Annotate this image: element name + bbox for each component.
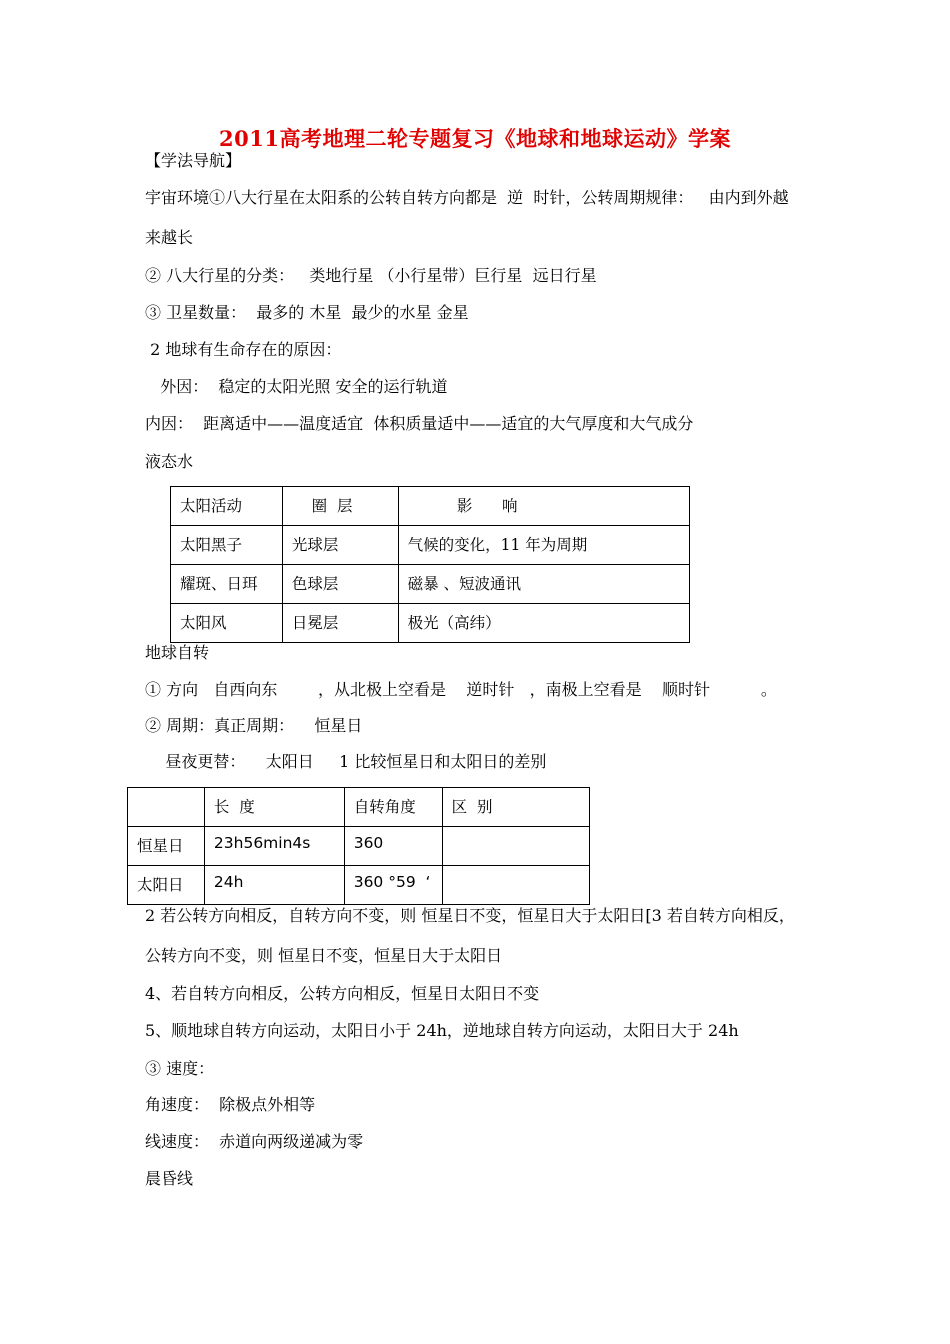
text-line: 4、若自转方向相反，公转方向相反，恒星日太阳日不变 bbox=[145, 984, 540, 1003]
text-line: 液态水 bbox=[145, 452, 194, 471]
table-row bbox=[171, 565, 690, 604]
document-title: 2011高考地理二轮专题复习《地球和地球运动》学案 bbox=[219, 126, 731, 151]
day-comparison-table bbox=[127, 787, 590, 905]
table-header-cell: 太阳活动 bbox=[171, 487, 283, 526]
table-row bbox=[171, 604, 690, 643]
table-cell: 360 °59 ‘ bbox=[344, 866, 442, 905]
table-cell: 360 bbox=[344, 827, 442, 866]
text-line: 公转方向不变，则 恒星日不变，恒星日大于太阳日 bbox=[145, 946, 503, 965]
table-cell: 色球层 bbox=[282, 565, 398, 604]
table-header-cell: 长 度 bbox=[204, 788, 344, 827]
text-line: 2 若公转方向相反，自转方向不变，则 恒星日不变，恒星日大于太阳日[3 若自转方向相反， bbox=[145, 906, 795, 925]
text-line: ② 周期：真正周期： 恒星日 bbox=[145, 716, 363, 735]
text-line: ③ 速度： bbox=[145, 1059, 215, 1078]
table-cell bbox=[442, 827, 589, 866]
text-line: 角速度： 除极点外相等 bbox=[145, 1095, 316, 1114]
table-cell: 太阳风 bbox=[171, 604, 283, 643]
table-cell bbox=[442, 866, 589, 905]
table-cell: 23h56min4s bbox=[204, 827, 344, 866]
text-line: ① 方向 自西向东 ，从北极上空看是 逆时针 ，南极上空看是 顺时针 。 bbox=[145, 680, 777, 699]
text-line: 2 地球有生命存在的原因： bbox=[145, 340, 342, 359]
text-line: 线速度： 赤道向两级递减为零 bbox=[145, 1132, 364, 1151]
table-cell: 太阳日 bbox=[128, 866, 205, 905]
table-header-cell: 圈 层 bbox=[282, 487, 398, 526]
section-label: 【学法导航】 bbox=[145, 151, 242, 170]
text-line: ③ 卫星数量： 最多的 木星 最少的水星 金星 bbox=[145, 303, 469, 322]
table-row bbox=[171, 526, 690, 565]
table-header-cell bbox=[128, 788, 205, 827]
table-cell: 日冕层 bbox=[282, 604, 398, 643]
table-cell: 磁暴 、短波通讯 bbox=[398, 565, 689, 604]
table-header-cell: 影 响 bbox=[398, 487, 689, 526]
table-header-row bbox=[171, 487, 690, 526]
table-cell: 24h bbox=[204, 866, 344, 905]
table-header-cell: 区 别 bbox=[442, 788, 589, 827]
table-cell: 极光（高纬） bbox=[398, 604, 689, 643]
table-row bbox=[128, 866, 590, 905]
table-cell: 恒星日 bbox=[128, 827, 205, 866]
text-line: 外因： 稳定的太阳光照 安全的运行轨道 bbox=[145, 377, 448, 396]
text-line: 地球自转 bbox=[145, 643, 210, 662]
text-line: 内因： 距离适中——温度适宜 体积质量适中——适宜的大气厚度和大气成分 bbox=[145, 414, 694, 433]
table-cell: 光球层 bbox=[282, 526, 398, 565]
text-line: 来越长 bbox=[145, 228, 194, 247]
table-cell: 太阳黑子 bbox=[171, 526, 283, 565]
table-cell: 气候的变化，11 年为周期 bbox=[398, 526, 689, 565]
table-row bbox=[128, 827, 590, 866]
text-line: 晨昏线 bbox=[145, 1169, 194, 1188]
text-line: 昼夜更替： 太阳日 1 比较恒星日和太阳日的差别 bbox=[145, 752, 547, 771]
table-header-row bbox=[128, 788, 590, 827]
solar-activity-table bbox=[170, 486, 690, 643]
text-line: 5、顺地球自转方向运动，太阳日小于 24h，逆地球自转方向运动，太阳日大于 24h bbox=[145, 1021, 739, 1040]
text-line: ② 八大行星的分类： 类地行星 （小行星带）巨行星 远日行星 bbox=[145, 266, 597, 285]
text-line: 宇宙环境①八大行星在太阳系的公转自转方向都是 逆 时针，公转周期规律： 由内到外越 bbox=[145, 188, 789, 207]
table-header-cell: 自转角度 bbox=[344, 788, 442, 827]
table-cell: 耀斑、日珥 bbox=[171, 565, 283, 604]
